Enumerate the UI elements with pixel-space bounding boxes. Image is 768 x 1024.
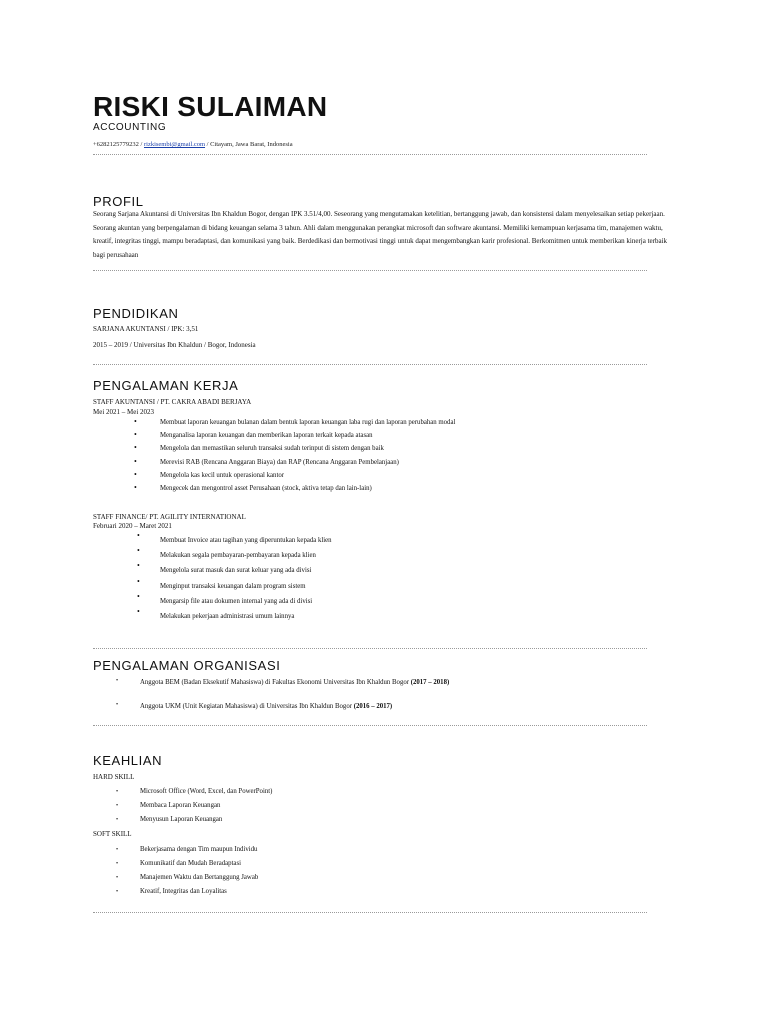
phone-text: +6282125779232 /	[93, 141, 143, 148]
organization-years: (2016 – 2017)	[353, 703, 393, 710]
resume-role: ACCOUNTING	[93, 122, 167, 133]
list-item: • Komunikatif dan Mudah Beradaptasi	[140, 859, 258, 873]
section-title-pendidikan: PENDIDIKAN	[93, 306, 179, 321]
contact-line	[93, 141, 293, 148]
list-item: • Menganalisa laporan keuangan dan memberikan laporan terkait kepada atasan	[160, 431, 455, 444]
hard-skill-list	[140, 787, 272, 829]
list-item: • Merevisi RAB (Rencana Anggaran Biaya) dan RAP (Rencana Anggaran Pembelanjaan)	[160, 458, 455, 471]
list-item: • Mengecek dan mengontrol asset Perusahaan (stock, aktiva tetap dan lain-lain)	[160, 484, 455, 497]
organization-list	[140, 678, 449, 722]
list-item: • Menyusun Laporan Keuangan	[140, 815, 272, 829]
list-item: • Membaca Laporan Keuangan	[140, 801, 272, 815]
list-item: • Manajemen Waktu dan Bertanggung Jawab	[140, 873, 258, 887]
job-position: STAFF AKUNTANSI / PT. CAKRA ABADI BERJAYA	[93, 398, 252, 406]
list-item: • Membuat Invoice atau tagihan yang diperuntukan kepada klien	[160, 536, 332, 551]
list-item: • Kreatif, Integritas dan Loyalitas	[140, 887, 258, 901]
list-item: • Mengarsip file atau dokumen internal yang ada di divisi	[160, 597, 332, 612]
education-degree: SARJANA AKUNTANSI / IPK: 3,51	[93, 325, 199, 333]
job-position: STAFF FINANCE/ PT. AGILITY INTERNATIONAL	[93, 513, 246, 521]
organization-text: Anggota UKM (Unit Kegiatan Mahasiswa) di Universitas Ibn Khaldun Bogor	[140, 703, 354, 710]
education-detail: 2015 – 2019 / Universitas Ibn Khaldun / Bogor, Indonesia	[93, 341, 256, 349]
list-item: • Melakukan pekerjaan administrasi umum lainnya	[160, 612, 332, 627]
profil-text: Seorang Sarjana Akuntansi di Universitas Ibn Khaldun Bogor, dengan IPK 3.51/4,00. Seseorang yang mengutamakan ketelitian, bertanggung jawab, dan konsistensi dalam menyelesaikan setiap pekerjaan. Seorang akuntan yang berpengalaman di bidang keuangan selama 3 tahun. Ahli dalam menggunakan perangkat microsoft dan software akuntansi. Memiliki kemampuan kerjasama tim, manajemen waktu, kreatif, integritas tinggi, mampu beradaptasi, dan komunikasi yang baik. Berdedikasi dan bermotivasi tinggi untuk dapat mengembangkan karir profesional. Berkomitmen untuk memberikan kinerja terbaik bagi perusahaan	[93, 210, 668, 259]
email-link[interactable]: rizkisembi@gmail.com	[143, 141, 206, 148]
list-item: • Mengelola dan memastikan seluruh transaksi sudah terinput di sistem dengan baik	[160, 444, 455, 457]
divider	[93, 154, 647, 155]
divider	[93, 364, 647, 365]
list-item: • Mengelola surat masuk dan surat keluar yang ada divisi	[160, 566, 332, 581]
section-title-keahlian: KEAHLIAN	[93, 753, 163, 768]
divider	[93, 912, 647, 913]
resume-name: RISKI SULAIMAN	[93, 91, 328, 122]
soft-skill-label: SOFT SKILL	[93, 830, 132, 838]
hard-skill-label: HARD SKILL	[93, 773, 135, 781]
soft-skill-list	[140, 845, 258, 901]
list-item: • Mengelola kas kecil untuk operasional kantor	[160, 471, 455, 484]
list-item	[140, 678, 449, 698]
section-title-organisasi: PENGALAMAN ORGANISASI	[93, 658, 281, 673]
job-period: Februari 2020 – Maret 2021	[93, 522, 172, 530]
list-item: • Melakukan segala pembayaran-pembayaran kepada klien	[160, 551, 332, 566]
organization-text: Anggota BEM (Badan Eksekutif Mahasiswa) di Fakultas Ekonomi Universitas Ibn Khaldun Bogor	[140, 679, 411, 686]
list-item: • Bekerjasama dengan Tim maupun Individu	[140, 845, 258, 859]
location-text: / Citayam, Jawa Barat, Indonesia	[206, 141, 293, 148]
divider	[93, 648, 647, 649]
list-item: • Menginput transaksi keuangan dalam program sistem	[160, 582, 332, 597]
section-title-kerja: PENGALAMAN KERJA	[93, 378, 239, 393]
job-period: Mei 2021 – Mei 2023	[93, 408, 155, 416]
job-duties-list	[160, 418, 455, 497]
list-item: • Microsoft Office (Word, Excel, dan PowerPoint)	[140, 787, 272, 801]
divider	[93, 725, 647, 726]
divider	[93, 270, 647, 271]
job-duties-list	[160, 536, 332, 627]
list-item	[140, 702, 449, 722]
list-item: • Membuat laporan keuangan bulanan dalam bentuk laporan keuangan laba rugi dan laporan perubahan modal	[160, 418, 455, 431]
section-title-profil: PROFIL	[93, 194, 144, 209]
organization-years: (2017 – 2018)	[410, 679, 450, 686]
